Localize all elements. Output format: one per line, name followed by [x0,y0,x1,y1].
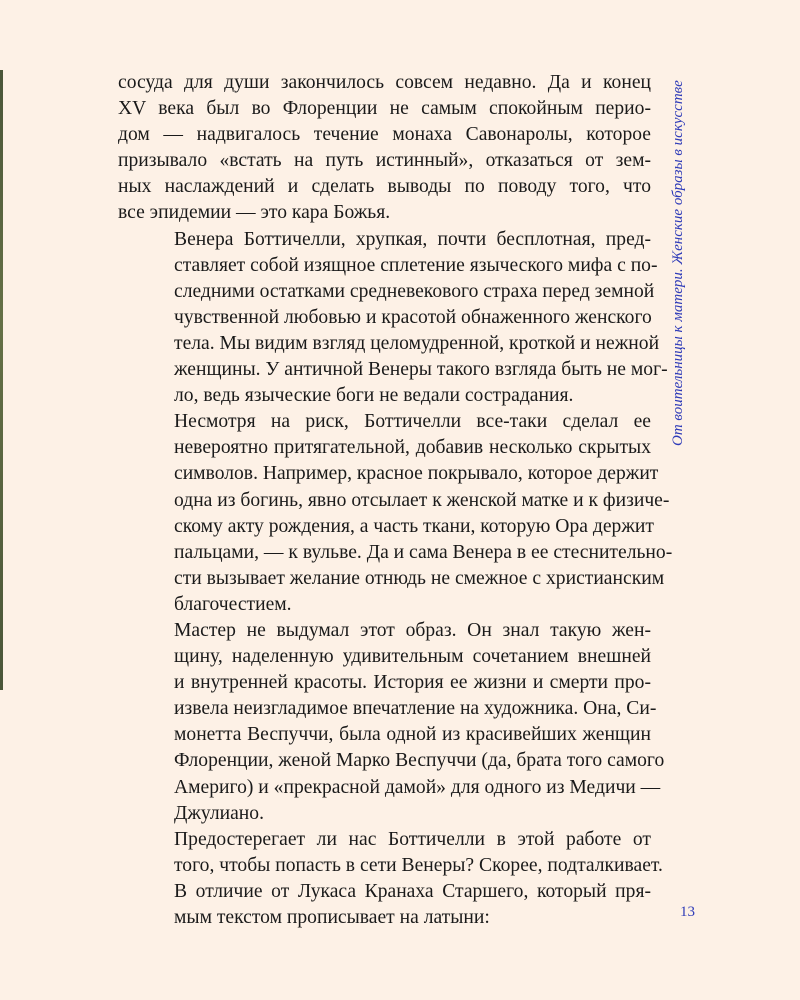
text-line: Америго) и «прекрасной дамой» для одного из Медичи — [174,776,661,798]
text-line: призывало «встать на путь истинный», отказаться от зем- [118,150,651,172]
text-line: Мастер не выдумал этот образ. Он знал такую жен- [174,619,651,641]
text-line: ных наслаждений и сделать выводы по поводу того, что [118,176,651,198]
running-head: От воительницы к матери. Женские образы в искусстве [670,80,686,446]
text-line: извела неизгладимое впечатление на художника. Она, Си- [174,698,657,720]
text-line: мым текстом прописывает на латыни: [174,907,490,928]
text-line: Несмотря на риск, Боттичелли все-таки сделал ее [174,411,651,433]
text-line: сти вызывает желание отнюдь не смежное с христианским [174,567,665,589]
text-line: Джулиано. [174,802,264,824]
paragraph [118,827,663,879]
text-line: невероятно притягательной, добавив несколько скрытых [174,437,651,459]
paragraph [118,409,673,618]
text-line: женщины. У античной Венеры такого взгляда быть не мог- [174,359,668,381]
text-line: символов. Например, красное покрывало, которое держит [174,463,659,485]
text-line: XV века был во Флоренции не самым спокойным перио- [118,98,651,120]
text-line: щину, наделенную удивительным сочетанием внешней [174,646,651,668]
text-line: благочестием. [174,593,292,615]
text-line: того, чтобы попасть в сети Венеры? Скорее, подталкивает. [174,854,663,876]
text-line: сосуда для души закончилось совсем недавно. Да и конец [118,72,651,93]
text-line: Венера Боттичелли, хрупкая, почти бесплотная, пред- [174,228,651,250]
text-line: одна из богинь, явно отсылает к женской матке и к физиче- [174,489,670,511]
paragraph [118,879,651,931]
text-line: дом — надвигалось течение монаха Савонаролы, которое [118,124,651,146]
text-line: чувственной любовью и красотой обнаженного женского [174,306,652,328]
body-text [118,70,673,931]
text-line: В отличие от Лукаса Кранаха Старшего, который пря- [174,880,651,902]
text-line: следними остатками средневекового страха перед земной [174,280,655,302]
text-line: все эпидемии — это кара Божья. [118,202,391,224]
text-line: Флоренции, женой Марко Веспуччи (да, брата того самого [174,750,665,772]
text-line: монетта Веспуччи, была одной из красивейших женщин [174,724,651,746]
page-edge-mark [0,70,3,690]
page-number: 13 [680,904,695,920]
text-line: ставляет собой изящное сплетение языческого мифа с по- [174,254,658,276]
text-line: Предостерегает ли нас Боттичелли в этой работе от [174,828,651,850]
paragraph [118,227,668,410]
text-line: тела. Мы видим взгляд целомудренной, кроткой и нежной [174,332,660,354]
text-line: скому акту рождения, а часть ткани, которую Ора держит [174,515,654,537]
paragraph [118,618,665,827]
text-line: и внутренней красоты. История ее жизни и смерти про- [174,672,651,694]
paragraph [118,70,651,227]
text-line: пальцами, — к вульве. Да и сама Венера в ее стеснительно- [174,541,673,563]
text-line: ло, ведь языческие боги не ведали сострадания. [174,385,574,407]
